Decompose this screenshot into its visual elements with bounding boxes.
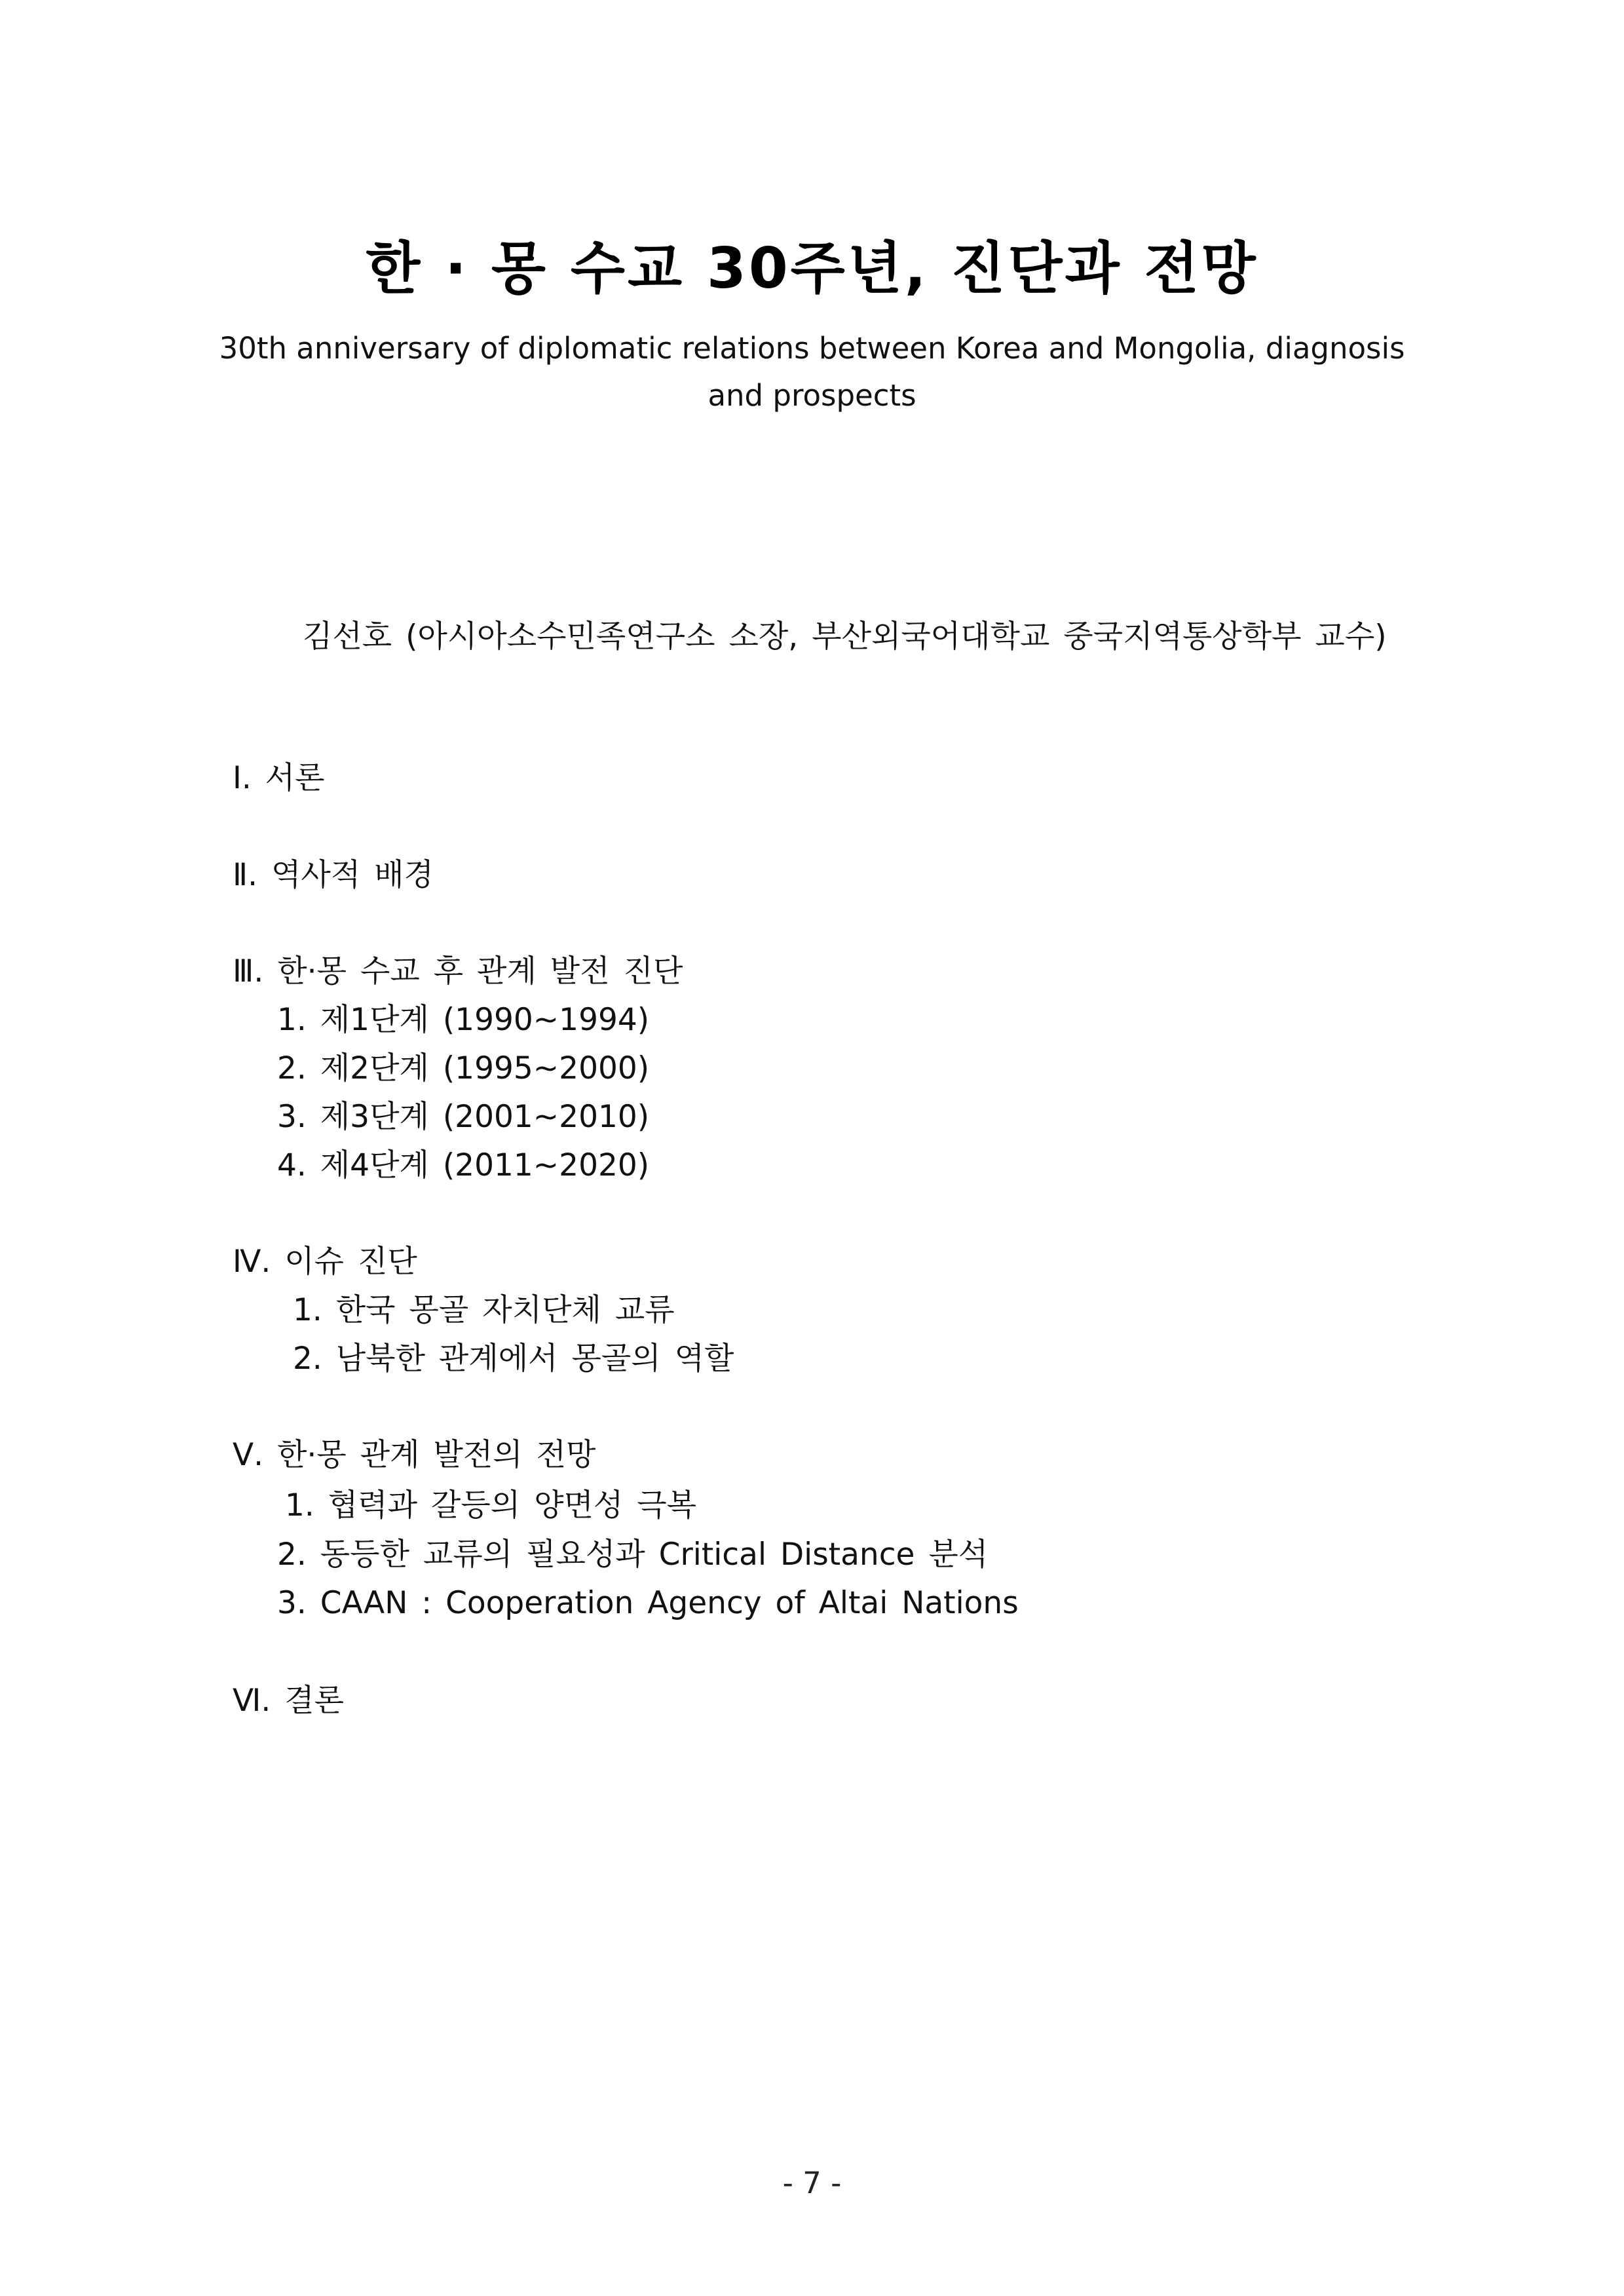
toc-item-5-1: 1. 협력과 갈등의 양면성 극복 <box>285 1487 697 1523</box>
toc-item-3-3: 3. 제3단계 (2001~2010) <box>277 1099 650 1135</box>
subtitle-line-2: and prospects <box>708 378 916 413</box>
toc-item-3-1: 1. 제1단계 (1990~1994) <box>277 1002 650 1038</box>
toc-section-1: Ⅰ. 서론 <box>233 760 325 796</box>
toc-section-6: Ⅵ. 결론 <box>233 1683 345 1719</box>
toc-section-2: Ⅱ. 역사적 배경 <box>233 857 434 893</box>
toc-section-4: Ⅳ. 이슈 진단 <box>233 1244 417 1280</box>
document-title: 한 · 몽 수교 30주년, 진단과 전망 <box>366 236 1258 301</box>
toc-item-3-4: 4. 제4단계 (2011~2020) <box>277 1147 650 1183</box>
toc-section-5: Ⅴ. 한·몽 관계 발전의 전망 <box>233 1437 596 1473</box>
toc-item-4-2: 2. 남북한 관계에서 몽골의 역할 <box>293 1341 734 1377</box>
author-affiliation: 김선호 (아시아소수민족연구소 소장, 부산외국어대학교 중국지역통상학부 교수) <box>303 619 1387 655</box>
toc-item-3-2: 2. 제2단계 (1995~2000) <box>277 1050 650 1086</box>
document-subtitle <box>0 325 1624 419</box>
page-number: - 7 - <box>782 2166 842 2200</box>
subtitle-line-1: 30th anniversary of diplomatic relations between Korea and Mongolia, diagnosis <box>219 331 1405 366</box>
toc-section-3: Ⅲ. 한·몽 수교 후 관계 발전 진단 <box>233 953 683 989</box>
toc-item-5-2: 2. 동등한 교류의 필요성과 Critical Distance 분석 <box>277 1537 989 1573</box>
toc-item-4-1: 1. 한국 몽골 자치단체 교류 <box>293 1292 675 1328</box>
toc-item-5-3: 3. CAAN : Cooperation Agency of Altai Nations <box>277 1585 1019 1621</box>
